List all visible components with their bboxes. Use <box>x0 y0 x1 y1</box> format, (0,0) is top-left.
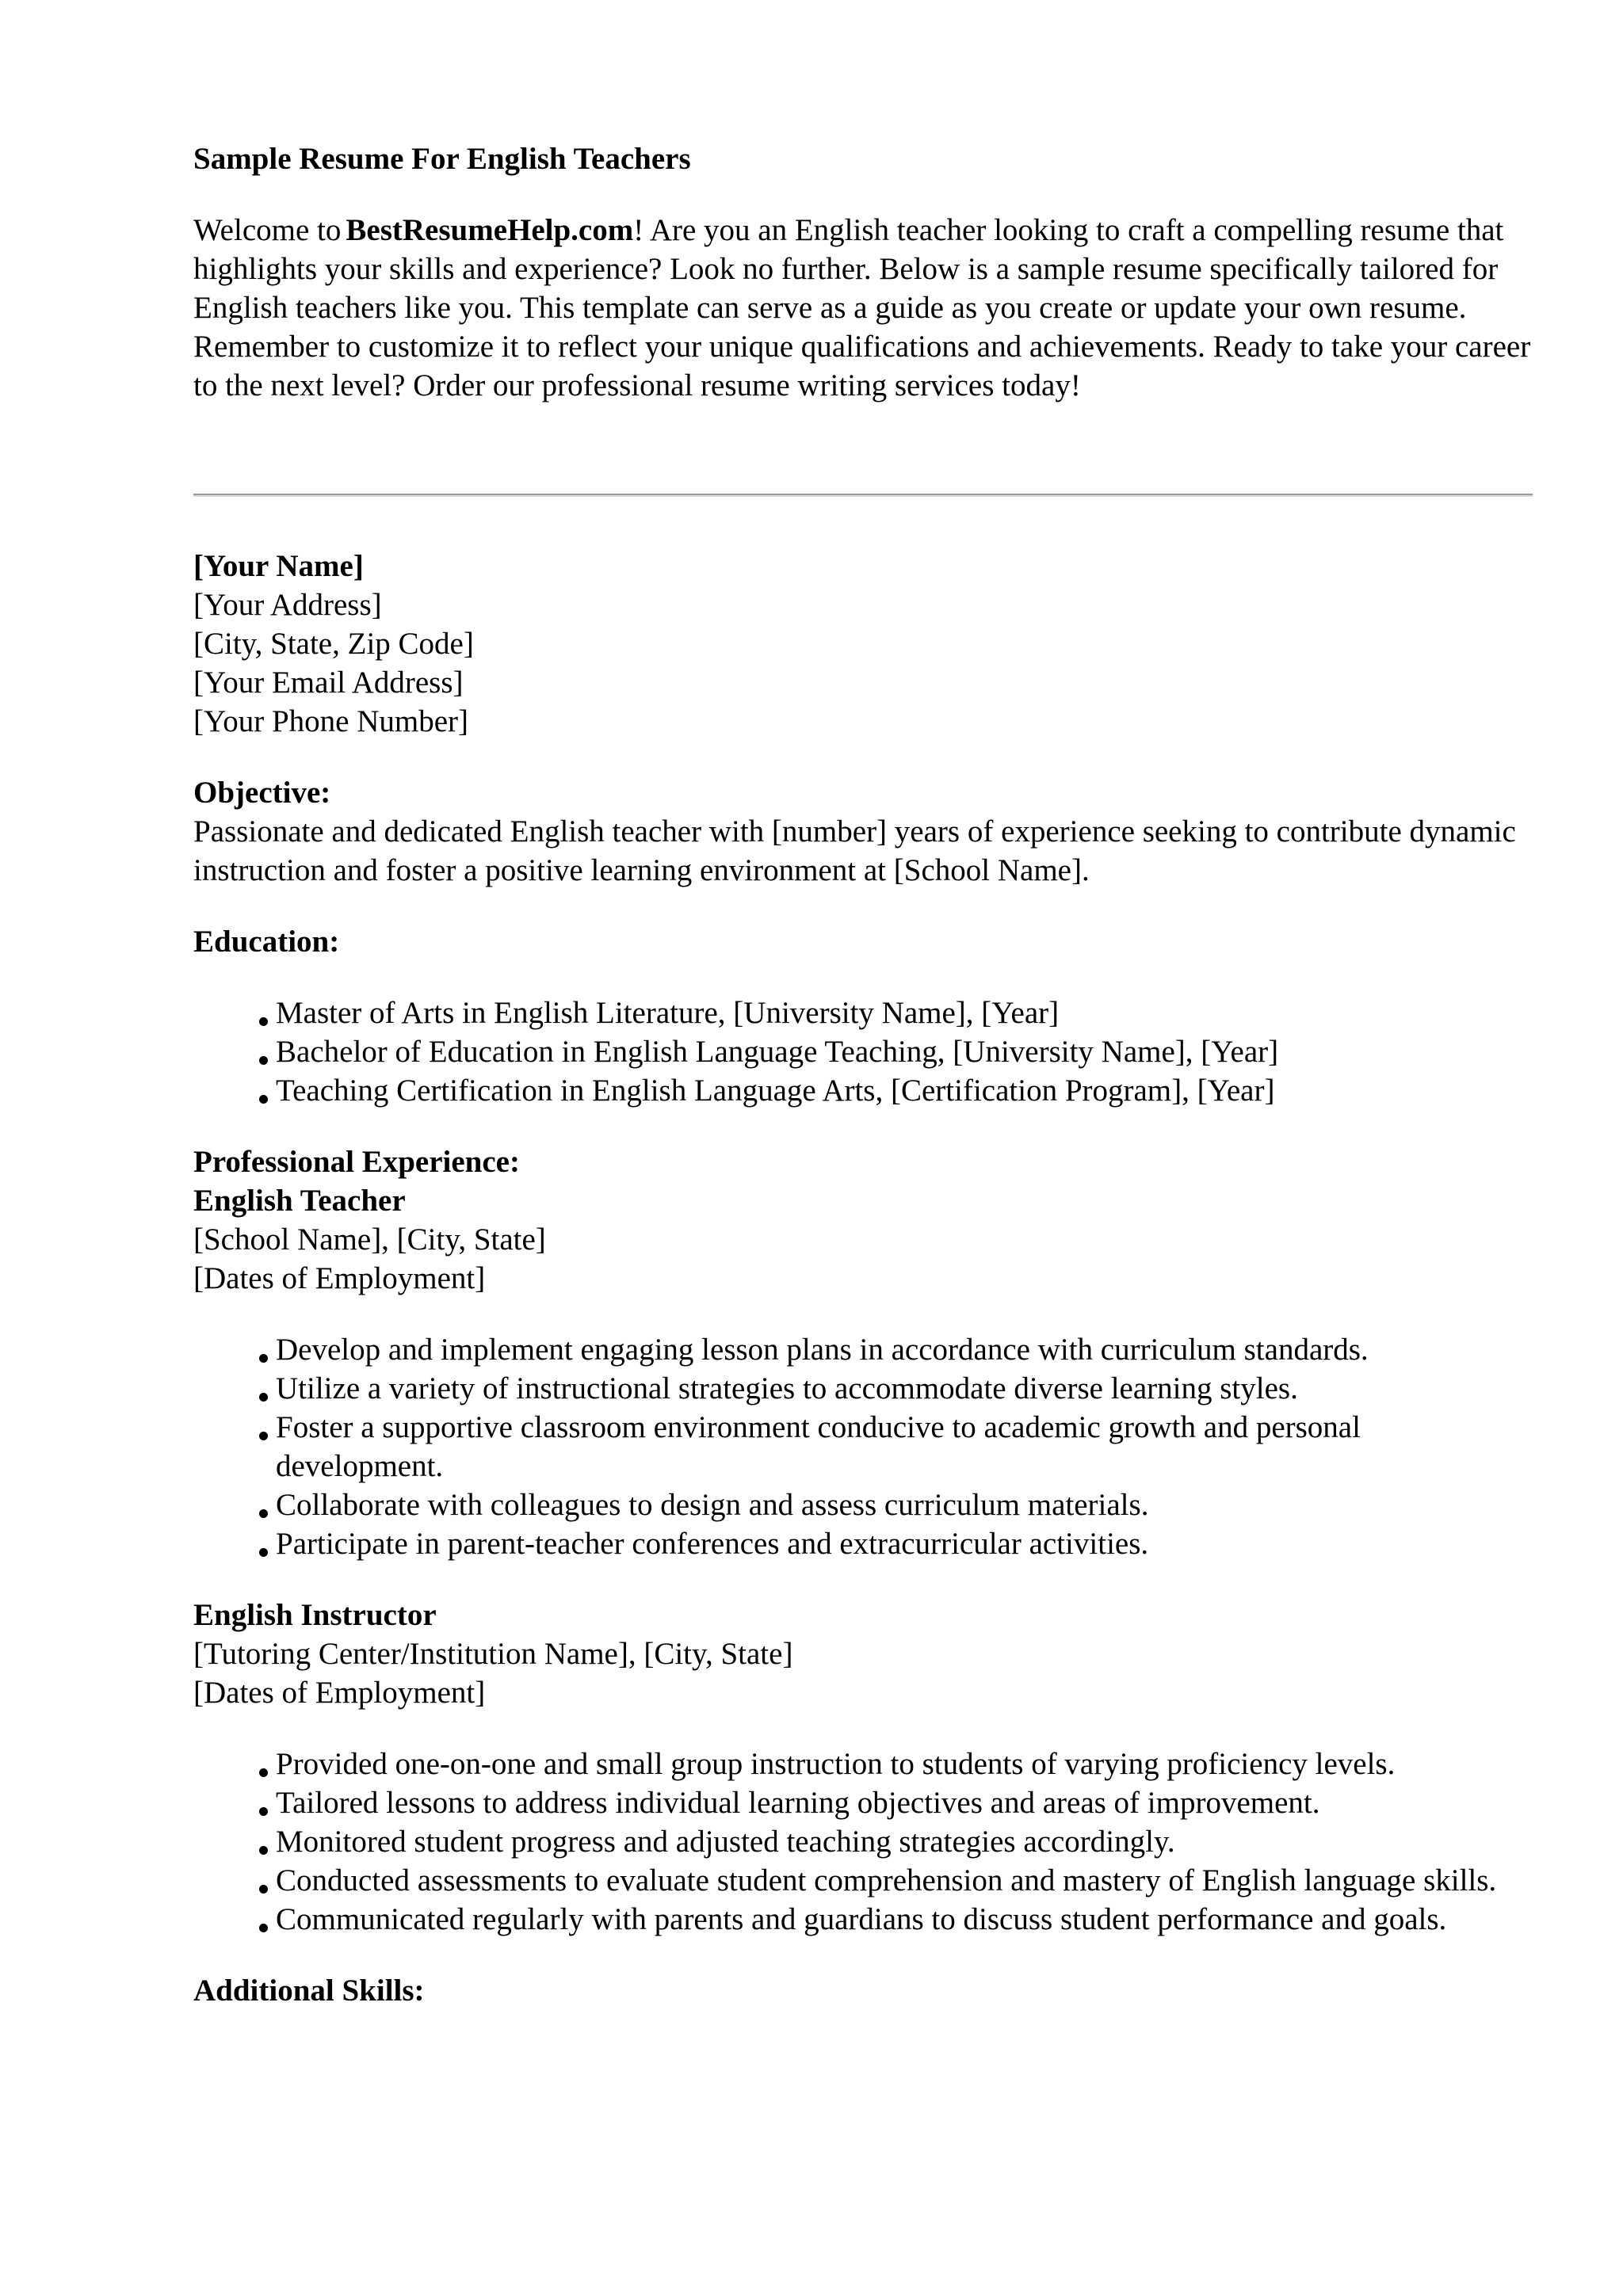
job-duty-item: Tailored lessons to address individual learning objectives and areas of improvement. <box>276 1783 1533 1822</box>
job-dates: [Dates of Employment] <box>193 1676 486 1710</box>
contact-email: [Your Email Address] <box>193 666 464 700</box>
job-duty-item: Participate in parent-teacher conferences and extracurricular activities. <box>276 1524 1533 1563</box>
job-duties-list <box>193 1745 1533 1939</box>
education-item: Teaching Certification in English Language Arts, [Certification Program], [Year] <box>276 1071 1533 1110</box>
education-list <box>193 994 1533 1110</box>
job-duty-item: Monitored student progress and adjusted teaching strategies accordingly. <box>276 1822 1533 1861</box>
contact-name: [Your Name] <box>193 549 364 583</box>
job-duty-item: Develop and implement engaging lesson plans in accordance with curriculum standards. <box>276 1330 1533 1369</box>
job-dates: [Dates of Employment] <box>193 1261 486 1295</box>
additional-skills-section <box>193 1971 1533 2010</box>
job-duty-item: Foster a supportive classroom environment conducive to academic growth and personal development. <box>276 1408 1533 1486</box>
education-item: Bachelor of Education in English Language Teaching, [University Name], [Year] <box>276 1032 1533 1071</box>
job-duty-item: Conducted assessments to evaluate student comprehension and mastery of English language skills. <box>276 1861 1533 1900</box>
page-title: Sample Resume For English Teachers <box>193 142 691 176</box>
horizontal-divider <box>193 494 1533 497</box>
job-title: English Teacher <box>193 1184 406 1218</box>
intro-lead-text: Welcome to <box>193 213 342 247</box>
contact-address: [Your Address] <box>193 588 382 622</box>
education-section <box>193 922 1533 1110</box>
intro-paragraph <box>193 211 1533 405</box>
job-duties-list <box>193 1330 1533 1563</box>
site-link[interactable]: BestResumeHelp.com <box>346 213 634 247</box>
contact-block <box>193 547 1533 741</box>
experience-entry-2 <box>193 1596 1533 1939</box>
job-duty-item: Provided one-on-one and small group instruction to students of varying proficiency levels. <box>276 1745 1533 1783</box>
objective-heading: Objective: <box>193 776 331 810</box>
objective-section <box>193 773 1533 890</box>
education-item: Master of Arts in English Literature, [University Name], [Year] <box>276 994 1533 1032</box>
intro-body-text: ! Are you an English teacher looking to craft a compelling resume that highlights your skills and experience? Look no further. Below is a sample resume specifically tailored for English teachers like you. This template can serve as a guide as you create or update your own resume. Remember to customize it to reflect your unique qualifications and achievements. Ready to take your career to the next level? Order our professional resume writing services today! <box>193 213 1531 402</box>
job-location: [Tutoring Center/Institution Name], [City, State] <box>193 1637 793 1671</box>
job-duty-item: Communicated regularly with parents and guardians to discuss student performance and goals. <box>276 1900 1533 1939</box>
job-location: [School Name], [City, State] <box>193 1222 546 1257</box>
resume-body <box>193 547 1533 2010</box>
experience-heading: Professional Experience: <box>193 1145 520 1179</box>
experience-section <box>193 1142 1533 1563</box>
job-duty-item: Utilize a variety of instructional strategies to accommodate diverse learning styles. <box>276 1369 1533 1408</box>
job-duty-item: Collaborate with colleagues to design and assess curriculum materials. <box>276 1486 1533 1524</box>
job-title: English Instructor <box>193 1598 437 1632</box>
contact-city-state-zip: [City, State, Zip Code] <box>193 627 474 661</box>
objective-text: Passionate and dedicated English teacher with [number] years of experience seeking to contribute dynamic instruction and foster a positive learning environment at [School Name]. <box>193 814 1516 887</box>
education-heading: Education: <box>193 925 340 959</box>
contact-phone: [Your Phone Number] <box>193 704 469 738</box>
additional-skills-heading: Additional Skills: <box>193 1974 425 2008</box>
